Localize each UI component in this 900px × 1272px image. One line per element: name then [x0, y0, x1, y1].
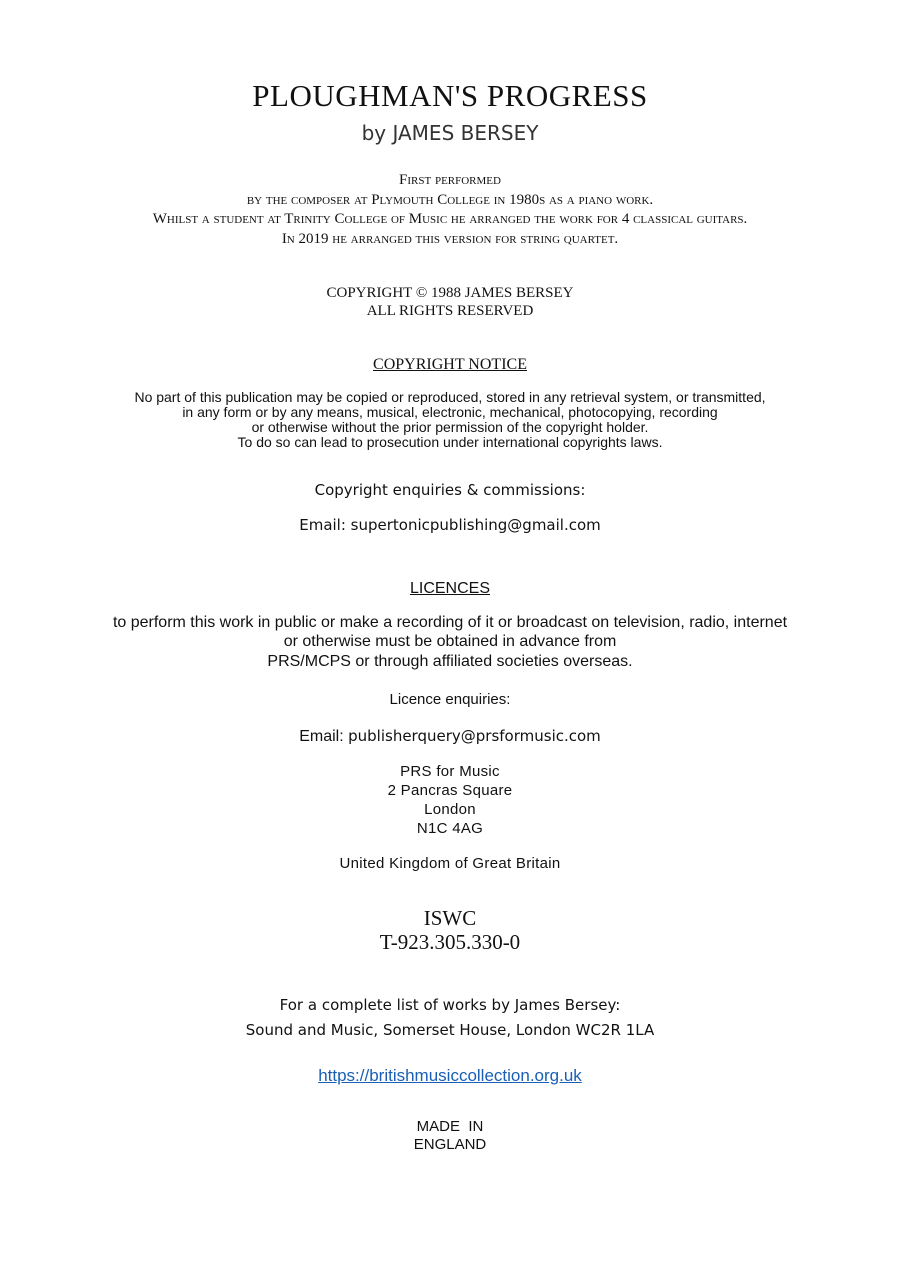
address-line-1: PRS for Music: [400, 763, 500, 780]
works-url-row: [0, 1066, 900, 1086]
licences-line-2: or otherwise must be obtained in advance from: [283, 633, 617, 650]
copyright-line: COPYRIGHT © 1988 JAMES BERSEY: [326, 285, 574, 301]
licence-email-prefix: Email:: [299, 728, 349, 745]
performance-line-1: First performed: [399, 172, 501, 188]
address-country: United Kingdom of Great Britain: [339, 855, 561, 872]
made-in-line-1: MADE IN: [416, 1118, 484, 1135]
address-line-3: London: [424, 801, 476, 818]
rights-reserved: ALL RIGHTS RESERVED: [366, 303, 534, 319]
composer-byline: by JAMES BERSEY: [361, 121, 539, 145]
licence-enquiries-label: Licence enquiries:: [389, 691, 511, 708]
works-line-1: For a complete list of works by James Bersey:: [279, 996, 621, 1014]
notice-line-4: To do so can lead to prosecution under international copyrights laws.: [237, 434, 663, 450]
copyright-enquiries-label: Copyright enquiries & commissions:: [314, 481, 586, 499]
address-line-2: 2 Pancras Square: [387, 782, 513, 799]
licences-line-3: PRS/MCPS or through affiliated societies overseas.: [267, 653, 633, 670]
licence-email-row: [0, 727, 900, 746]
copyright-notice-heading: COPYRIGHT NOTICE: [373, 356, 527, 373]
licences-line-1: to perform this work in public or make a recording of it or broadcast on television, radio, internet: [112, 614, 788, 631]
performance-line-4: In 2019 he arranged this version for string quartet.: [281, 231, 619, 247]
performance-line-3: Whilst a student at Trinity College of Music he arranged the work for 4 classical guitars.: [152, 211, 748, 227]
licences-heading: LICENCES: [409, 580, 491, 597]
iswc-label: ISWC: [423, 906, 477, 930]
works-line-2: Sound and Music, Somerset House, London WC2R 1LA: [245, 1021, 655, 1039]
address-line-4: N1C 4AG: [416, 820, 484, 837]
copyright-email: Email: supertonicpublishing@gmail.com: [299, 516, 601, 534]
made-in-line-2: ENGLAND: [413, 1136, 487, 1153]
licence-email: publisherquery@prsformusic.com: [348, 727, 601, 745]
iswc-code: T-923.305.330-0: [379, 930, 521, 954]
british-music-collection-link[interactable]: https://britishmusiccollection.org.uk: [318, 1066, 582, 1085]
page-title: PLOUGHMAN'S PROGRESS: [252, 78, 648, 113]
notice-line-3: or otherwise without the prior permission of the copyright holder.: [251, 419, 649, 435]
notice-line-2: in any form or by any means, musical, electronic, mechanical, photocopying, recording: [182, 404, 718, 420]
performance-line-2: by the composer at Plymouth College in 1980s as a piano work.: [246, 192, 654, 208]
notice-line-1: No part of this publication may be copied or reproduced, stored in any retrieval system, or transmitted,: [134, 389, 766, 405]
